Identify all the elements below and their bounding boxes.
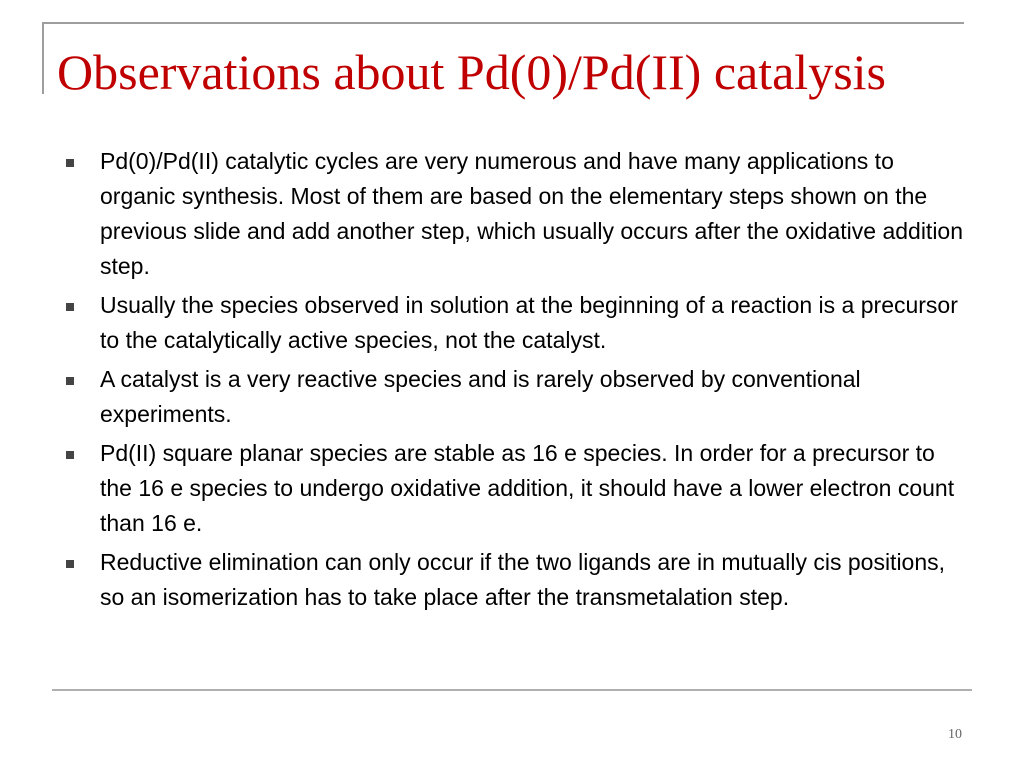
square-bullet-icon (66, 451, 74, 459)
footer-divider (52, 689, 972, 691)
bullet-text-5: Reductive elimination can only occur if the two ligands are in mutually cis positions, so an isomerization has to take place after the transmetalation step. (100, 549, 946, 610)
square-bullet-icon (66, 377, 74, 385)
page-number: 10 (948, 727, 962, 742)
bullet-text-4: Pd(II) square planar species are stable as 16 e species. In order for a precursor to the 16 e species to undergo oxidative addition, it should have a lower electron count than 16 e. (100, 440, 955, 536)
bullet-item-5 (66, 545, 966, 615)
bullet-text-1: Pd(0)/Pd(II) catalytic cycles are very numerous and have many applications to organic synthesis. Most of them are based on the elementary steps shown on the previous slide and add another step, which usually occurs after the oxidative addition step. (100, 148, 964, 279)
bullet-text-2: Usually the species observed in solution at the beginning of a reaction is a precursor to the catalytically active species, not the catalyst. (100, 292, 958, 353)
bullet-text-3: A catalyst is a very reactive species and is rarely observed by conventional experiments. (100, 366, 861, 427)
bullet-item-3 (66, 362, 966, 432)
slide-title: Observations about Pd(0)/Pd(II) catalysis (57, 44, 887, 100)
bullet-item-4 (66, 436, 966, 541)
bullet-item-2 (66, 288, 966, 358)
title-frame-left-line (42, 22, 44, 94)
square-bullet-icon (66, 303, 74, 311)
title-frame-top-line (42, 22, 964, 24)
square-bullet-icon (66, 560, 74, 568)
bullet-list (66, 144, 966, 619)
bullet-item-1 (66, 144, 966, 284)
square-bullet-icon (66, 159, 74, 167)
